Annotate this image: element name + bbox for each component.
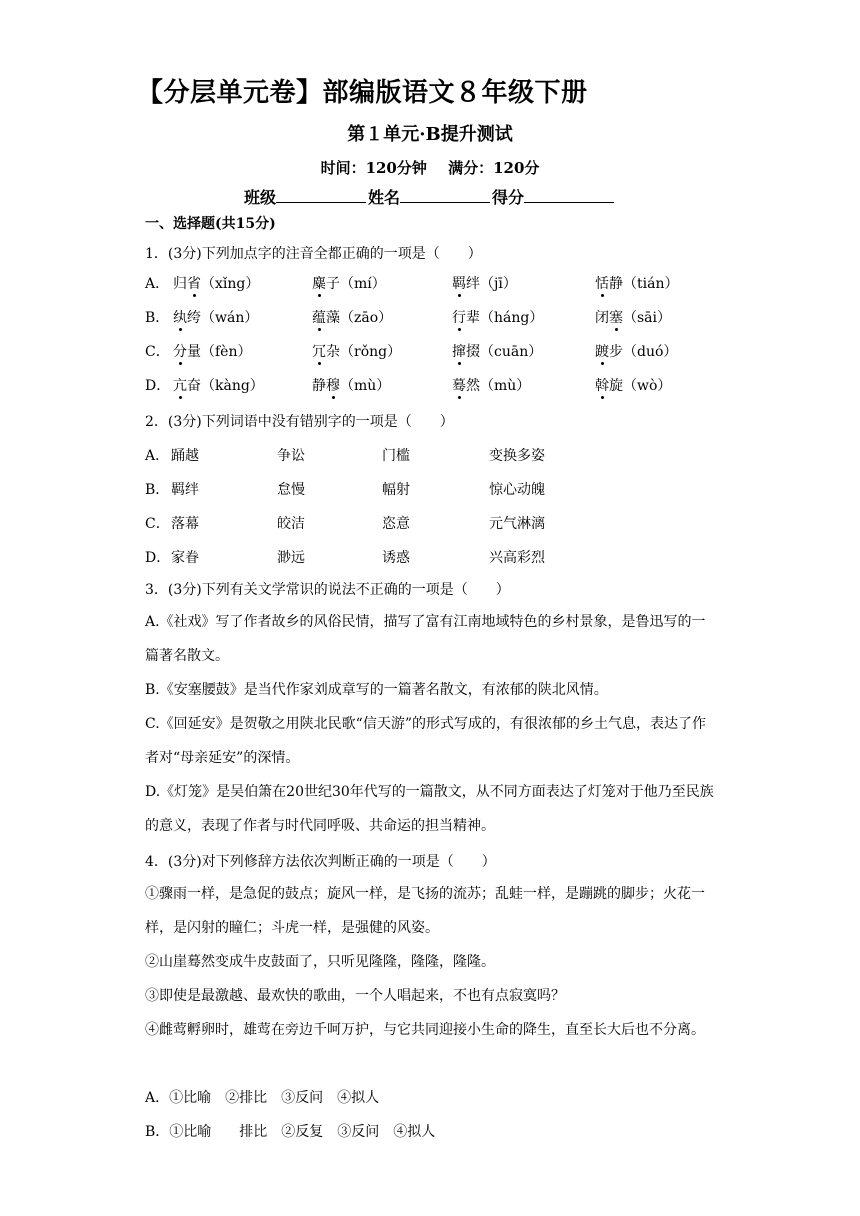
q1-option-word: 静穆（mù）	[312, 378, 391, 394]
q2-option-word: 落幕	[171, 516, 199, 532]
q2-option-word: 皎洁	[277, 516, 305, 532]
q1-option-word: 行辈（háng）	[452, 310, 544, 326]
q2-option-word: 幅射	[382, 482, 410, 498]
q1-option-word: 纨绔（wán）	[173, 310, 259, 326]
q4-sentence-2: ②山崖蓦然变成牛皮鼓面了，只听见隆隆，隆隆，隆隆。	[145, 954, 495, 970]
q2-option-word: 怠慢	[277, 482, 305, 498]
q2-option-label: A．	[145, 448, 170, 464]
q1-option-word: 冗杂（rǒng）	[312, 344, 402, 360]
q2-option-word: 羁绊	[171, 482, 199, 498]
q1-option-word: 亢奋（kàng）	[173, 378, 264, 394]
q4-sentence-4: ④雌莺孵卵时，雄莺在旁边千呵万护，与它共同迎接小生命的降生，直至长大后也不分离。	[145, 1022, 705, 1038]
q1-option-word: 斡旋（wò）	[595, 378, 672, 394]
q1-option-word: 撺掇（cuān）	[452, 344, 543, 360]
q1-option-label: A．	[145, 276, 170, 292]
exam-full-score: 满分：120分	[448, 159, 540, 177]
q1-option-label: C．	[145, 344, 170, 360]
q1-option-word: 分量（fèn）	[173, 344, 252, 360]
q2-option-word: 恣意	[382, 516, 410, 532]
exam-title: 【分层单元卷】部编版语文８年级下册	[137, 78, 588, 108]
q2-option-word: 家眷	[171, 550, 199, 566]
q2-option-word: 变换多姿	[489, 448, 545, 464]
q4-option-b: B．①比喻 排比 ②反复 ③反问 ④拟人	[145, 1124, 436, 1140]
q2-stem: 2．(3分)下列词语中没有错别字的一项是（ ）	[145, 414, 454, 430]
q3-option-b: B.《安塞腰鼓》是当代作家刘成章写的一篇著名散文，有浓郁的陕北风情。	[145, 682, 608, 698]
q1-option-label: B．	[145, 310, 170, 326]
q3-option-a: A.《社戏》写了作者故乡的风俗民情，描写了富有江南地域特色的乡村景象，是鲁迅写的一篇著名散文。	[145, 614, 706, 664]
q1-option-word: 闭塞（sāi）	[595, 310, 672, 326]
q4-option-a: A．①比喻 ②排比 ③反问 ④拟人	[145, 1090, 380, 1106]
q4-sentence-3: ③即使是最激越、最欢快的歌曲，一个人唱起来，不也有点寂寞吗？	[145, 988, 565, 1004]
q1-option-word: 麋子（mí）	[312, 276, 386, 292]
exam-time: 时间：120分钟	[320, 159, 427, 177]
q1-option-word: 恬静（tián）	[595, 276, 679, 292]
q2-option-word: 渺远	[277, 550, 305, 566]
q3-option-c: C.《回延安》是贺敬之用陕北民歌“信天游”的形式写成的，有很浓郁的乡土气息，表达了作者对“母亲延安”的深情。	[145, 716, 706, 766]
name-label: 姓名	[367, 188, 400, 207]
score-label: 得分	[492, 188, 525, 207]
q1-option-word: 踱步（duó）	[595, 344, 678, 360]
class-label: 班级	[243, 188, 276, 207]
q1-option-word: 蕴藻（zāo）	[312, 310, 393, 326]
q4-stem: 4．(3分)对下列修辞方法依次判断正确的一项是（ ）	[145, 854, 496, 870]
q2-option-label: B．	[145, 482, 170, 498]
q2-option-label: D．	[145, 550, 171, 566]
q1-option-word: 羁绊（jī）	[452, 276, 517, 292]
q2-option-word: 争讼	[277, 448, 305, 464]
q1-option-label: D．	[145, 378, 171, 394]
q1-option-word: 归省（xǐng）	[173, 276, 260, 292]
q2-option-label: C．	[145, 516, 170, 532]
q2-option-word: 元气淋漓	[489, 516, 545, 532]
q3-option-d: D.《灯笼》是吴伯箫在20世纪30年代写的一篇散文，从不同方面表达了灯笼对于他乃至民族的意义，表现了作者与时代同呼吸、共命运的担当精神。	[145, 784, 714, 834]
q1-option-word: 蓦然（mù）	[452, 378, 531, 394]
exam-subtitle: 第１单元·B提升测试	[347, 124, 513, 145]
score-blank	[524, 188, 614, 203]
q2-option-word: 诱惑	[382, 550, 410, 566]
q2-option-word: 踊越	[171, 448, 199, 464]
q1-stem: 1．(3分)下列加点字的注音全都正确的一项是（ ）	[145, 246, 482, 262]
section-heading: 一、选择题(共15分)	[145, 216, 276, 232]
exam-time-score	[0, 157, 860, 178]
q2-option-word: 惊心动魄	[489, 482, 545, 498]
class-blank	[276, 188, 366, 203]
student-info-line	[0, 185, 860, 208]
q2-option-word: 兴高彩烈	[489, 550, 545, 566]
q4-sentence-1: ①骤雨一样，是急促的鼓点；旋风一样，是飞扬的流苏；乱蛙一样，是蹦跳的脚步；火花一样，是闪射的瞳仁；斗虎一样，是强健的风姿。	[145, 886, 705, 936]
q3-stem: 3．(3分)下列有关文学常识的说法不正确的一项是（ ）	[145, 582, 510, 598]
name-blank	[400, 188, 490, 203]
q2-option-word: 门槛	[382, 448, 410, 464]
